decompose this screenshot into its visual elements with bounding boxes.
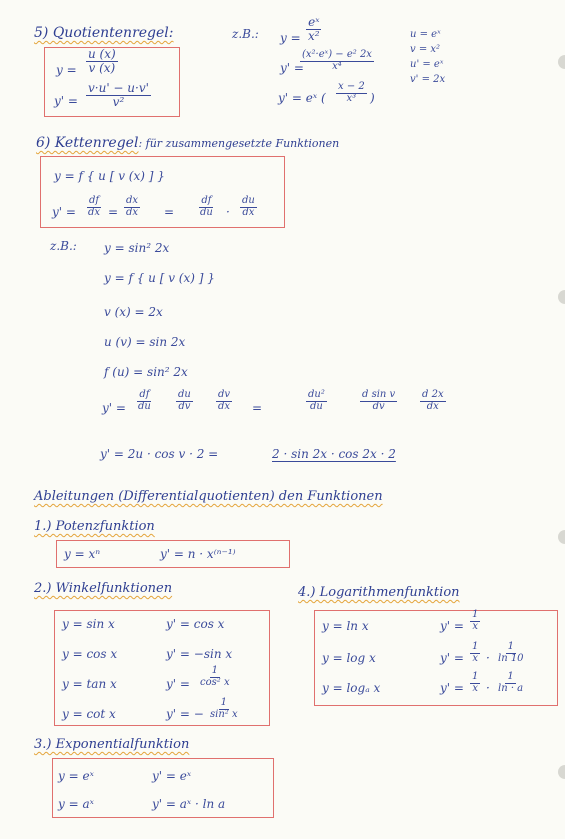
fraction: $\frac{\text{du²}}{du}$ xyxy=(308,389,325,412)
fraction: $\frac{1}{x}$ xyxy=(472,671,479,694)
formula-label: y' = xyxy=(52,205,76,219)
formula: y' = eˣ xyxy=(152,769,192,783)
fraction: $\frac{1}{x}$ xyxy=(472,641,479,664)
formula: y = eˣ xyxy=(58,769,94,783)
example-line: y = sin² 2x xyxy=(104,241,170,255)
fraction: $\frac{dx}{dx}$ xyxy=(126,195,139,218)
formula-label: y' = xyxy=(440,681,464,695)
fraction: $\frac{1}{\ln 10}$ xyxy=(498,641,524,664)
formula-label: y' = xyxy=(280,61,304,75)
power-function-title: 1.) Potenzfunktion xyxy=(34,519,155,534)
formula: y = sin x xyxy=(62,617,115,631)
formula: y = tan x xyxy=(62,677,117,691)
binder-hole xyxy=(558,765,565,779)
derivatives-title: Ableitungen (Differentialquotienten) den Funktionen xyxy=(34,489,383,504)
formula-label: y' = xyxy=(54,94,78,108)
formula-label: y = xyxy=(56,63,77,77)
fraction: $\frac{\text{eˣ}}{\text{x²}}$ xyxy=(308,15,320,43)
formula-label: y' = xyxy=(440,619,464,633)
example-line: f (u) = sin² 2x xyxy=(104,365,188,379)
binder-hole xyxy=(558,290,565,304)
formula: y = f { u [ v (x) ] } xyxy=(54,169,165,183)
equals: = xyxy=(252,401,263,415)
equals: = xyxy=(108,205,119,219)
fraction: $\frac{\text{d sin v}}{dv}$ xyxy=(362,389,396,412)
formula: y = cos x xyxy=(62,647,118,661)
example-label: z.B.: xyxy=(50,239,77,253)
formula: y' = n · x⁽ⁿ⁻¹⁾ xyxy=(160,547,236,561)
fraction: $\frac{x - 2}{\text{x³}}$ xyxy=(338,81,365,104)
formula-label: y' = − xyxy=(166,707,204,721)
formula: y = xⁿ xyxy=(64,547,101,561)
formula-label: y' = eˣ ( xyxy=(278,91,326,105)
fraction: $\frac{df}{du}$ xyxy=(200,195,213,218)
aux-formula: u = eˣ xyxy=(410,29,441,40)
dot: · xyxy=(226,205,230,219)
formula-label: y' = xyxy=(166,677,190,691)
formula-label: y = xyxy=(280,31,301,45)
fraction: $\frac{1}{\text{sin² x}}$ xyxy=(210,697,238,720)
exponential-function-title: 3.) Exponentialfunktion xyxy=(34,737,190,752)
fraction: $\frac{dv}{dx}$ xyxy=(218,389,231,412)
quotient-rule-title: 5) Quotientenregel: xyxy=(34,25,174,41)
formula-label: y' = xyxy=(102,401,126,415)
fraction: $\frac{\text{(x²·eˣ) − e² 2x}}{\text{x⁴}}$ xyxy=(302,49,372,72)
example-line: u (v) = sin 2x xyxy=(104,335,186,349)
example-result-final: 2 · sin 2x · cos 2x · 2 xyxy=(272,447,396,461)
formula: y = ln x xyxy=(322,619,369,633)
aux-formula: u' = eˣ xyxy=(410,59,444,70)
formula: y' = −sin x xyxy=(166,647,233,661)
binder-hole xyxy=(558,55,565,69)
formula: y = log x xyxy=(322,651,376,665)
dot: · xyxy=(486,681,490,695)
example-result: y' = 2u · cos v · 2 = xyxy=(100,447,219,461)
fraction: $\frac{v\cdot u' - u\cdot v'}{\text{v²}}$ xyxy=(88,81,149,109)
example-label: z.B.: xyxy=(232,27,259,41)
binder-hole xyxy=(558,530,565,544)
fraction: $\frac{u (x)}{v (x)}$ xyxy=(88,47,116,75)
aux-formula: v' = 2x xyxy=(410,74,446,85)
formula-label: ) xyxy=(370,91,375,105)
example-line: y = f { u [ v (x) ] } xyxy=(104,271,215,285)
fraction: $\frac{d 2x}{dx}$ xyxy=(422,389,444,412)
formula: y' = aˣ · ln a xyxy=(152,797,226,811)
log-function-title: 4.) Logarithmenfunktion xyxy=(298,585,460,600)
fraction: $\frac{1}{x}$ xyxy=(472,609,479,632)
formula-label: y' = xyxy=(440,651,464,665)
equals: = xyxy=(164,205,175,219)
fraction: $\frac{du}{dv}$ xyxy=(178,389,191,412)
formula: y' = cos x xyxy=(166,617,225,631)
dot: · xyxy=(486,651,490,665)
formula: y = logₐ x xyxy=(322,681,381,695)
chain-rule-title: 6) Kettenregel: für zusammengesetzte Funktionen xyxy=(36,135,340,151)
aux-formula: v = x² xyxy=(410,44,441,55)
formula: y = aˣ xyxy=(58,797,94,811)
fraction: $\frac{du}{dx}$ xyxy=(242,195,255,218)
fraction: $\frac{df}{du}$ xyxy=(138,389,151,412)
fraction: $\frac{1}{\ln \cdot a}$ xyxy=(498,671,524,694)
formula: y = cot x xyxy=(62,707,116,721)
example-line: v (x) = 2x xyxy=(104,305,163,319)
fraction: $\frac{df}{dx}$ xyxy=(88,195,101,218)
fraction: $\frac{1}{\text{cos² x}}$ xyxy=(200,665,230,688)
trig-functions-title: 2.) Winkelfunktionen xyxy=(34,581,173,596)
